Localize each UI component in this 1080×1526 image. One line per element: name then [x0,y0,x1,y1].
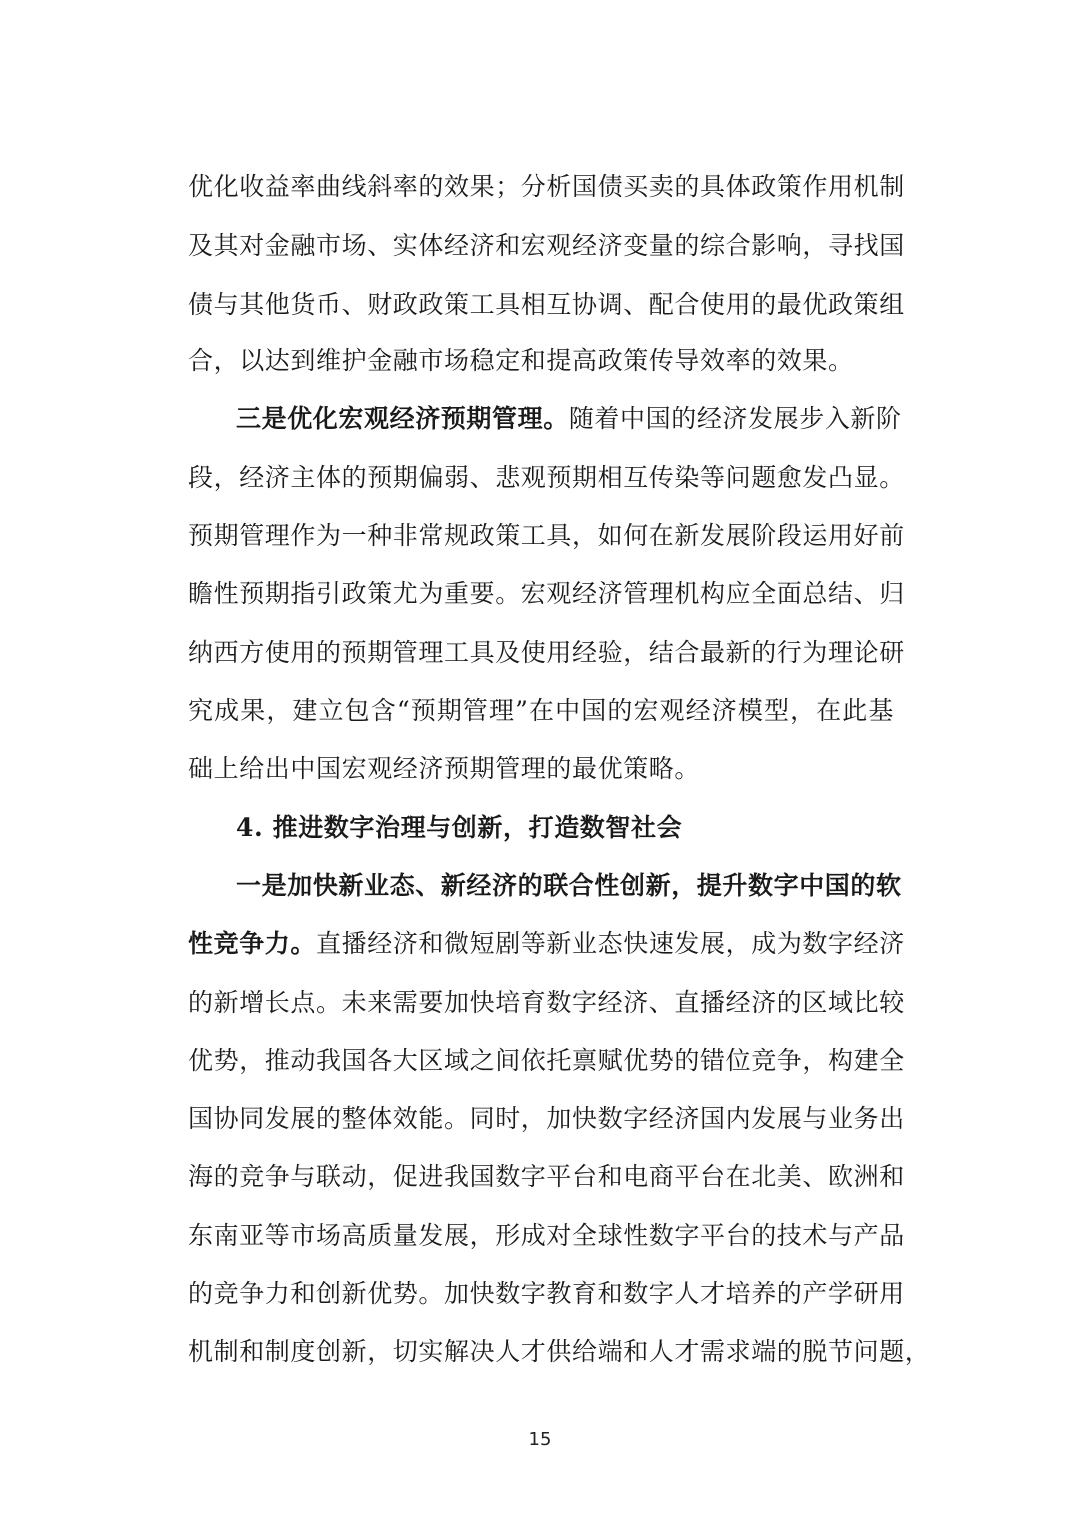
paragraph-line: 础上给出中国宏观经济预期管理的最优策略。 [188,754,701,783]
paragraph-line-heading [236,402,902,436]
paragraph-line: 纳西方使用的预期管理工具及使用经验，结合最新的行为理论研 [188,638,905,667]
inline-heading: 三是优化宏观经济预期管理。 [236,404,569,433]
paragraph-line: 预期管理作为一种非常规政策工具，如何在新发展阶段运用好前 [188,521,905,550]
paragraph-line: 究成果，建立包含“预期管理”在中国的宏观经济模型，在此基 [188,696,894,725]
paragraph-line: 东南亚等市场高质量发展，形成对全球性数字平台的技术与产品 [188,1221,905,1250]
paragraph-line: 瞻性预期指引政策尤为重要。宏观经济管理机构应全面总结、归 [188,579,905,608]
paragraph-line: 机制和制度创新，切实解决人才供给端和人才需求端的脱节问题， [188,1337,931,1366]
section-heading: 4. 推进数字治理与创新，打造数智社会 [236,813,683,842]
paragraph-line: 及其对金融市场、实体经济和宏观经济变量的综合影响，寻找国 [188,231,905,260]
paragraph-line: 合，以达到维护金融市场稳定和提高政策传导效率的效果。 [188,346,854,375]
paragraph-line: 债与其他货币、财政政策工具相互协调、配合使用的最优政策组 [188,290,905,319]
inline-heading: 性竞争力。 [188,929,317,958]
paragraph-line: 国协同发展的整体效能。同时，加快数字经济国内发展与业务出 [188,1104,905,1133]
paragraph-line: 优化收益率曲线斜率的效果；分析国债买卖的具体政策作用机制 [188,172,905,201]
paragraph-line [188,927,905,961]
inline-text: 随着中国的经济发展步入新阶 [568,404,902,433]
paragraph-line: 海的竞争与联动，促进我国数字平台和电商平台在北美、欧洲和 [188,1162,905,1191]
paragraph-line: 优势，推动我国各大区域之间依托禀赋优势的错位竞争，构建全 [188,1046,905,1075]
page-number: 15 [528,1429,552,1450]
paragraph-line: 的竞争力和创新优势。加快数字教育和数字人才培养的产学研用 [188,1279,905,1308]
paragraph-line: 的新增长点。未来需要加快培育数字经济、直播经济的区域比较 [188,988,905,1017]
paragraph-line-heading: 一是加快新业态、新经济的联合性创新，提升数字中国的软 [236,871,902,900]
paragraph-line: 段，经济主体的预期偏弱、悲观预期相互传染等问题愈发凸显。 [188,463,905,492]
inline-text: 直播经济和微短剧等新业态快速发展，成为数字经济 [316,929,905,958]
